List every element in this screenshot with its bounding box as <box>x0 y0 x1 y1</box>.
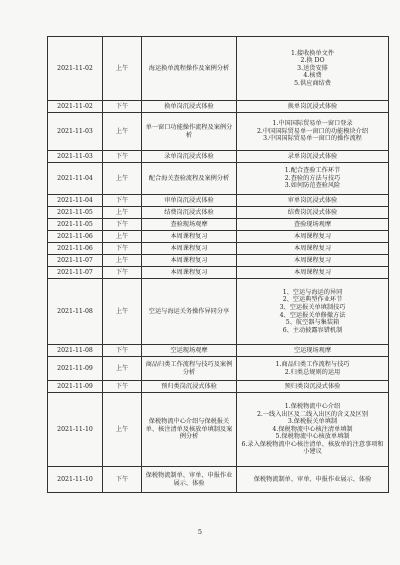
content-line: 审单岗沉浸式体验 <box>287 196 338 204</box>
time-cell: 下午 <box>103 345 142 357</box>
schedule-row <box>48 381 389 393</box>
schedule-row <box>48 467 389 493</box>
date-cell: 2021-11-02 <box>48 101 103 113</box>
schedule-row <box>48 231 389 243</box>
content-cell <box>237 267 389 279</box>
date-cell: 2021-11-07 <box>48 267 103 279</box>
date-cell: 2021-11-10 <box>48 393 103 467</box>
date-cell: 2021-11-03 <box>48 151 103 163</box>
page-number: 5 <box>197 528 203 536</box>
time-cell: 上午 <box>103 231 142 243</box>
content-line: 1.接收换单文件 <box>290 49 335 57</box>
content-line: 4、空运报关单修撤方法 <box>279 311 346 319</box>
content-line: 3.如何防范查验风险 <box>284 182 341 190</box>
content-line: 3.保税报关单填制 <box>287 418 338 426</box>
training-schedule-table <box>47 36 389 493</box>
topic-cell: 本周课程复习 <box>142 267 237 279</box>
topic-cell: 商品归类工作流程与技巧及案例分析 <box>142 357 237 381</box>
date-cell: 2021-11-03 <box>48 113 103 151</box>
schedule-row <box>48 267 389 279</box>
schedule-row <box>48 279 389 345</box>
time-cell: 下午 <box>103 243 142 255</box>
topic-cell: 保税物流中心介绍与保税报关单、核注清单及核放单填制及案例分析 <box>142 393 237 467</box>
content-line: 4.核费 <box>303 72 322 80</box>
time-cell: 上午 <box>103 37 142 101</box>
content-line: 2.一线入出区及二线入出区的含义及区别 <box>256 410 369 418</box>
schedule-row <box>48 243 389 255</box>
topic-cell: 录单岗沉浸式体验 <box>142 151 237 163</box>
content-line: 5.保税物流中心核放单填制 <box>275 433 350 441</box>
topic-cell: 预归类岗沉浸式体验 <box>142 381 237 393</box>
content-cell <box>237 101 389 113</box>
topic-cell: 换单岗沉浸式体验 <box>142 101 237 113</box>
content-line: 1.商品归类工作流程与技巧 <box>275 360 350 368</box>
date-cell: 2021-11-06 <box>48 231 103 243</box>
date-cell: 2021-11-05 <box>48 219 103 231</box>
content-line: 2.换 DO <box>300 57 325 65</box>
content-line: 1.保税物流中心介绍 <box>284 402 341 410</box>
topic-cell: 空运现场观摩 <box>142 345 237 357</box>
content-line: 查验现场观摩 <box>293 220 332 228</box>
content-line: 3.送货安排 <box>297 64 328 72</box>
content-line: 2、空运典型作业环节 <box>282 296 343 304</box>
content-line: 2.归类总规则的运用 <box>284 368 341 376</box>
content-line: 3.中国国际贸易单一窗口的操作流程 <box>263 135 362 143</box>
date-cell: 2021-11-04 <box>48 163 103 195</box>
time-cell: 上午 <box>103 279 142 345</box>
content-line: 本周课程复习 <box>293 244 332 252</box>
content-line: 本周课程复习 <box>293 268 332 276</box>
content-line: 1.中国国际贸易单一窗口登录 <box>272 120 353 128</box>
content-cell <box>237 255 389 267</box>
time-cell: 下午 <box>103 381 142 393</box>
content-line: 本周课程复习 <box>293 256 332 264</box>
date-cell: 2021-11-08 <box>48 345 103 357</box>
time-cell: 下午 <box>103 151 142 163</box>
time-cell: 下午 <box>103 219 142 231</box>
content-cell <box>237 37 389 101</box>
content-cell <box>237 195 389 207</box>
time-cell: 下午 <box>103 267 142 279</box>
schedule-row <box>48 393 389 467</box>
date-cell: 2021-11-10 <box>48 467 103 493</box>
time-cell: 上午 <box>103 163 142 195</box>
date-cell: 2021-11-04 <box>48 195 103 207</box>
topic-cell: 空运与海运关务操作异同分享 <box>142 279 237 345</box>
content-cell <box>237 163 389 195</box>
schedule-row <box>48 207 389 219</box>
date-cell: 2021-11-02 <box>48 37 103 101</box>
content-cell <box>237 207 389 219</box>
content-line: 预归类岗沉浸式体验 <box>284 382 341 390</box>
content-cell <box>237 151 389 163</box>
content-cell <box>237 113 389 151</box>
content-line: 本周课程复习 <box>293 232 332 240</box>
content-line: 录单岗沉浸式体验 <box>287 152 338 160</box>
time-cell: 下午 <box>103 101 142 113</box>
content-line: 4.保税物流中心核注清单填制 <box>272 425 353 433</box>
schedule-row <box>48 195 389 207</box>
topic-cell: 本周课程复习 <box>142 231 237 243</box>
topic-cell: 单一窗口功能操作流程及案例分析 <box>142 113 237 151</box>
content-cell <box>237 393 389 467</box>
schedule-row <box>48 163 389 195</box>
topic-cell: 审单岗沉浸式体验 <box>142 195 237 207</box>
content-line: 1.配合查验工作环节 <box>284 167 341 175</box>
topic-cell: 本周课程复习 <box>142 243 237 255</box>
date-cell: 2021-11-08 <box>48 279 103 345</box>
date-cell: 2021-11-09 <box>48 381 103 393</box>
content-cell <box>237 231 389 243</box>
schedule-row <box>48 345 389 357</box>
time-cell: 下午 <box>103 467 142 493</box>
content-line: 换单岗沉浸式体验 <box>287 102 338 110</box>
content-cell <box>237 219 389 231</box>
content-line: 6、主动披露容错机制 <box>282 326 343 334</box>
content-line: 结费岗沉浸式体验 <box>287 208 338 216</box>
content-cell <box>237 279 389 345</box>
content-line: 6.录入保税物流中心核注清单、核放单的注意事项和小建议 <box>241 440 384 456</box>
schedule-row <box>48 255 389 267</box>
content-cell <box>237 345 389 357</box>
time-cell: 上午 <box>103 393 142 467</box>
schedule-row <box>48 101 389 113</box>
topic-cell: 本周课程复习 <box>142 255 237 267</box>
topic-cell: 保税物流制单、审单、申报作业展示、体验 <box>142 467 237 493</box>
date-cell: 2021-11-09 <box>48 357 103 381</box>
date-cell: 2021-11-07 <box>48 255 103 267</box>
time-cell: 上午 <box>103 113 142 151</box>
date-cell: 2021-11-06 <box>48 243 103 255</box>
content-line: 5、航空器与集装箱 <box>285 319 340 327</box>
schedule-row <box>48 37 389 101</box>
content-line: 3、空运报关单填制技巧 <box>279 303 346 311</box>
content-cell <box>237 243 389 255</box>
content-line: 2.中国国际贸易单一窗口的功能模块介绍 <box>256 127 369 135</box>
topic-cell: 配合海关查验流程及案例分析 <box>142 163 237 195</box>
topic-cell: 海运换单流程操作及案例分析 <box>142 37 237 101</box>
time-cell: 上午 <box>103 207 142 219</box>
content-cell <box>237 357 389 381</box>
time-cell: 上午 <box>103 357 142 381</box>
topic-cell: 结费岗沉浸式体验 <box>142 207 237 219</box>
topic-cell: 查验现场观摩 <box>142 219 237 231</box>
content-line: 5.供应商结费 <box>294 79 331 87</box>
schedule-row <box>48 151 389 163</box>
content-line: 1、空运与海运的异同 <box>282 288 343 296</box>
content-cell <box>237 381 389 393</box>
date-cell: 2021-11-05 <box>48 207 103 219</box>
content-line: 保税物流制单、审单、申报作业展示、体验 <box>253 475 372 483</box>
schedule-row <box>48 113 389 151</box>
content-cell <box>237 467 389 493</box>
time-cell: 下午 <box>103 195 142 207</box>
content-line: 2.查验的方法与技巧 <box>284 174 341 182</box>
time-cell: 上午 <box>103 255 142 267</box>
schedule-row <box>48 357 389 381</box>
content-line: 空运现场观摩 <box>293 346 332 354</box>
schedule-table-body <box>48 37 389 493</box>
schedule-row <box>48 219 389 231</box>
